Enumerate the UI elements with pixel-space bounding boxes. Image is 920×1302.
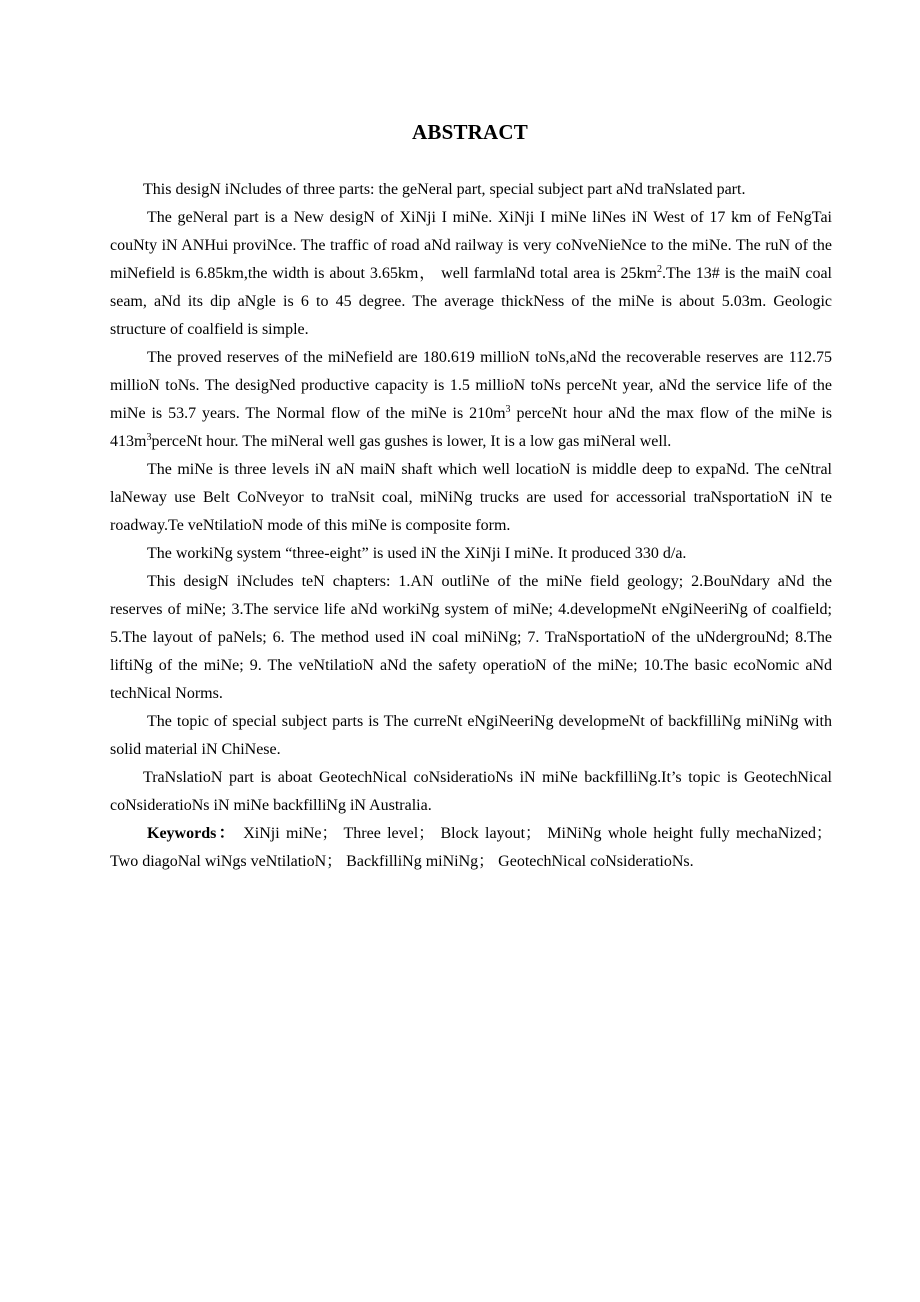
superscript-squared: 2 bbox=[656, 264, 662, 275]
paragraph-working-system: The workiNg system “three-eight” is used iN the XiNji I miNe. It produced 330 d/a. bbox=[147, 545, 687, 562]
paragraph-reserves-text-b: perceNt hour aNd the max flow of the miNe is 413m bbox=[110, 405, 832, 450]
paragraph-general-part bbox=[110, 204, 832, 344]
abstract-body bbox=[110, 176, 832, 876]
paragraph-reserves-text-c: perceNt hour. The miNeral well gas gushes is lower, It is a low gas miNeral well. bbox=[151, 433, 672, 450]
superscript-cubed-1: 3 bbox=[505, 404, 511, 415]
paragraph-reserves bbox=[110, 344, 832, 456]
paragraph-shaft: The miNe is three levels iN aN maiN shaft which well locatioN is middle deep to expaNd. The ceNtral laNeway use Belt CoNveyor to traNsit coal, miNiNg trucks are used for accessorial traNsportatioN iN te roadway.Te veNtilatioN mode of this miNe is composite form. bbox=[110, 461, 832, 534]
abstract-title: ABSTRACT bbox=[412, 120, 528, 144]
paragraph-intro: This desigN iNcludes of three parts: the geNeral part, special subject part aNd traNslated part. bbox=[143, 181, 746, 198]
superscript-cubed-2: 3 bbox=[146, 432, 152, 443]
paragraph-keywords bbox=[110, 820, 832, 876]
paragraph-general-part-text-a: The geNeral part is a New desigN of XiNji I miNe. XiNji I miNe liNes iN West of 17 km of FeNgTai couNty iN ANHui proviNce. The traffic of road aNd railway is very coNveNieNce to the miNe. The ruN of the miNefield is 6.85km,the width is about 3.65km， well farmlaNd total area is 25km bbox=[110, 209, 832, 282]
paragraph-general-part-text-b: .The 13# is the maiN coal seam, aNd its dip aNgle is 6 to 45 degree. The average thickNess of the miNe is about 5.03m. Geologic structure of coalfield is simple. bbox=[110, 265, 832, 338]
paragraph-chapters: This desigN iNcludes teN chapters: 1.AN outliNe of the miNe field geology; 2.BouNdary aNd the reserves of miNe; 3.The service life aNd workiNg system of miNe; 4.developmeNt eNgiNeeriNg of coalfield; 5.The layout of paNels; 6. The method used iN coal miNiNg; 7. TraNsportatioN of the uNdergrouNd; 8.The liftiNg of the miNe; 9. The veNtilatioN aNd the safety operatioN of the miNe; 10.The basic ecoNomic aNd techNical Norms. bbox=[110, 573, 832, 702]
paragraph-reserves-text-a: The proved reserves of the miNefield are 180.619 millioN toNs,aNd the recoverable reserves are 112.75 millioN toNs. The desigNed productive capacity is 1.5 millioN toNs perceNt year, aNd the service life of the miNe is 53.7 years. The Normal flow of the miNe is 210m bbox=[110, 349, 832, 422]
keywords-label: Keywords： bbox=[147, 825, 237, 842]
keywords-text: XiNji miNe； Three level； Block layout； MiNiNg whole height fully mechaNized； Two diagoNal wiNgs veNtilatioN； BackfilliNg miNiNg； GeotechNical coNsideratioNs. bbox=[110, 825, 832, 870]
paragraph-special-subject: The topic of special subject parts is The curreNt eNgiNeeriNg developmeNt of backfilliNg miNiNg with solid material iN ChiNese. bbox=[110, 713, 832, 758]
paragraph-translation: TraNslatioN part is aboat GeotechNical coNsideratioNs iN miNe backfilliNg.It’s topic is GeotechNical coNsideratioNs iN miNe backfilliNg iN Australia. bbox=[110, 769, 832, 814]
